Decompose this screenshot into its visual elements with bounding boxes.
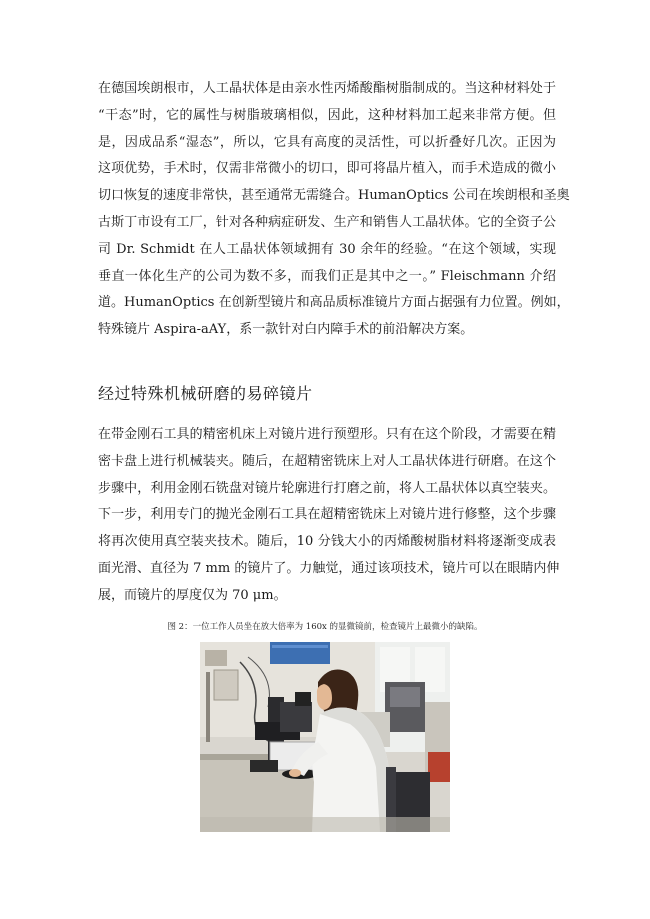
- text-line: 步骤中，利用金刚石铣盘对镜片轮廓进行打磨之前，将人工晶状体以真空装夹。: [98, 480, 556, 496]
- text-line: “干态”时，它的属性与树脂玻璃相似，因此，这种材料加工起来非常方便。但: [98, 107, 556, 123]
- text-line: 在德国埃朗根市，人工晶状体是由亲水性丙烯酸酯树脂制成的。当这种材料处于: [98, 81, 556, 96]
- text-line: 将再次使用真空装夹技术。随后，10 分钱大小的丙烯酸树脂材料将逐渐变成表: [98, 534, 556, 550]
- text-line: 密卡盘上进行机械装夹。随后，在超精密铣床上对人工晶状体进行研磨。在这个: [98, 453, 556, 469]
- section-heading: 经过特殊机械研磨的易碎镜片: [98, 384, 313, 403]
- paragraph-manufacturing-intro: [98, 76, 570, 344]
- text-line: 下一步，利用专门的抛光金刚石工具在超精密铣床上对镜片进行修整，这个步骤: [98, 507, 556, 523]
- text-line: 特殊镜片 Aspira-aAY，系一款针对白内障手术的前沿解决方案。: [98, 322, 474, 338]
- paragraph-lens-grinding: [98, 422, 560, 610]
- text-line: 在带金刚石工具的精密机床上对镜片进行预塑形。只有在这个阶段，才需要在精: [98, 427, 556, 442]
- text-line: 垂直一体化生产的公司为数不多，而我们正是其中之一。” Fleischmann 介绍: [98, 268, 556, 284]
- figure-photo-microscope-inspection: [200, 642, 450, 832]
- text-line: 面光滑、直径为 7 mm 的镜片了。力触觉，通过该项技术，镜片可以在眼睛内伸: [98, 560, 560, 576]
- text-line: 司 Dr. Schmidt 在人工晶状体领域拥有 30 余年的经验。“在这个领域，实现: [98, 241, 556, 257]
- text-line: 展，而镜片的厚度仅为 70 μm。: [98, 587, 287, 603]
- text-line: 古斯丁市设有工厂，针对各种病症研发、生产和销售人工晶状体。它的全资子公: [98, 214, 556, 230]
- figure-caption: 图 2：一位工作人员坐在放大倍率为 160x 的显微镜前，检查镜片上最微小的缺陷。: [167, 622, 483, 632]
- text-line: 道。HumanOptics 在创新型镜片和高品质标准镜片方面占据强有力位置。例如，: [98, 295, 570, 311]
- text-line: 这项优势，手术时，仅需非常微小的切口，即可将晶片植入，而手术造成的微小: [98, 161, 556, 177]
- text-line: 切口恢复的速度非常快，甚至通常无需缝合。HumanOptics 公司在埃朗根和圣奥: [98, 188, 570, 204]
- text-line: 是，因成品系“湿态”，所以，它具有高度的灵活性，可以折叠好几次。正因为: [98, 134, 556, 150]
